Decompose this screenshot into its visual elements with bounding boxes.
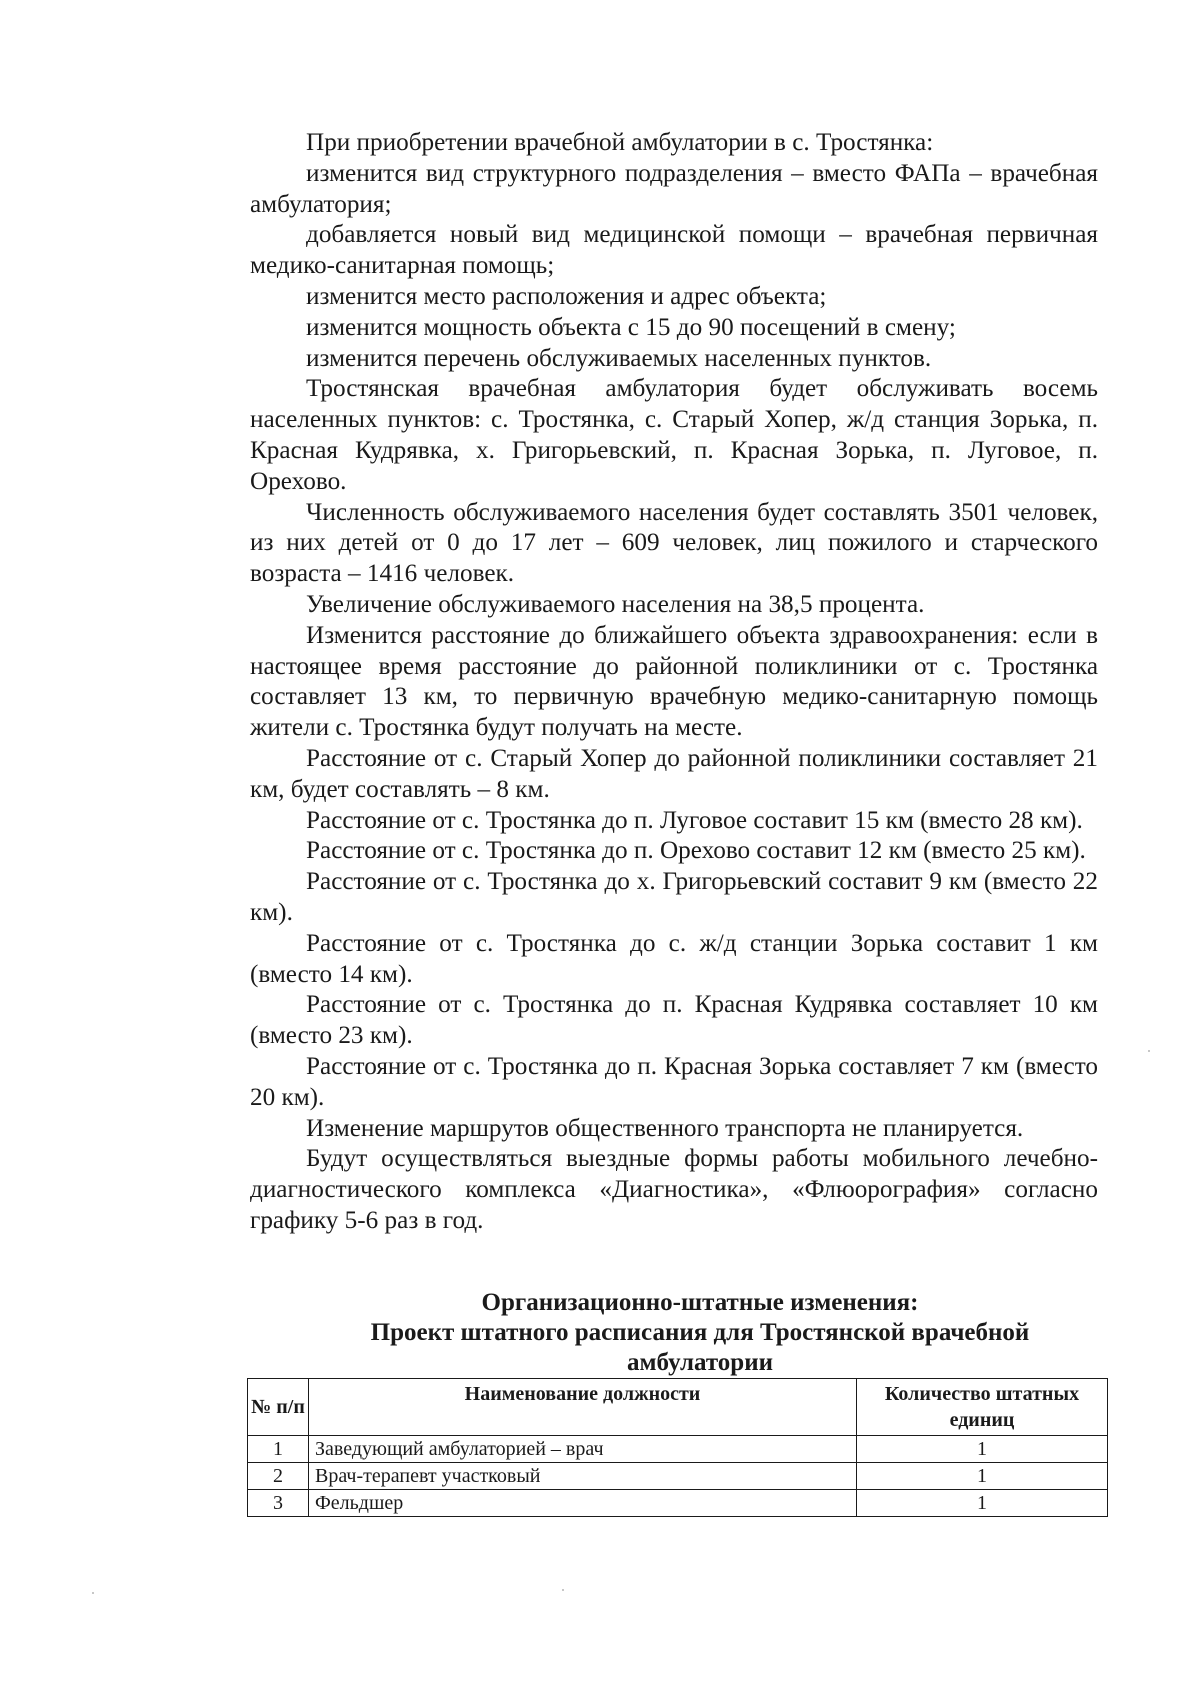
header-num: № п/п [248, 1379, 309, 1436]
table-row [248, 1436, 1108, 1463]
paragraph: Расстояние от с. Тростянка до п. Орехово составит 12 км (вместо 25 км). [306, 837, 1086, 865]
paragraph: При приобретении врачебной амбулатории в с. Тростянка: [306, 129, 934, 156]
scan-speck [562, 1589, 564, 1591]
section-headings [250, 1288, 1150, 1378]
table-header-row [248, 1379, 1108, 1436]
header-count: Количество штатных единиц [857, 1379, 1108, 1436]
scan-speck [92, 1592, 94, 1594]
paragraph: добавляется новый вид медицинской помощи – врачебная первичная медико-санитарная помощь; [250, 221, 1098, 280]
row-num: 3 [248, 1490, 309, 1517]
paragraph: изменится перечень обслуживаемых населенных пунктов. [306, 344, 932, 372]
paragraph: изменится мощность объекта с 15 до 90 посещений в смену; [306, 313, 956, 341]
header-position: Наименование должности [309, 1379, 857, 1436]
scan-speck [1148, 1050, 1150, 1052]
paragraph: Изменение маршрутов общественного транспорта не планируется. [306, 1114, 1024, 1142]
section-subheading-continued: амбулатории [627, 1349, 773, 1376]
paragraph: Тростянская врачебная амбулатория будет обслуживать восемь населенных пунктов: с. Тростянка, с. Старый Хопер, ж/д станция Зорька, п. Красная Кудрявка, х. Григорьевский, п. Красная Зорька, п. Луговое, п. Орехово. [250, 375, 1098, 495]
paragraph: Увеличение обслуживаемого населения на 38,5 процента. [306, 590, 925, 618]
staff-table [247, 1378, 1108, 1517]
body-text [250, 128, 1098, 1237]
paragraph: Будут осуществляться выездные формы работы мобильного лечебно-диагностического комплекса «Диагностика», «Флюорография» согласно графику 5-6 раз в год. [250, 1145, 1098, 1234]
row-position: Врач-терапевт участковый [309, 1463, 857, 1490]
row-count: 1 [857, 1436, 1108, 1463]
section-heading: Организационно-штатные изменения: [481, 1289, 919, 1316]
row-num: 1 [248, 1436, 309, 1463]
section-subheading: Проект штатного расписания для Тростянской врачебной [370, 1319, 1030, 1346]
row-num: 2 [248, 1463, 309, 1490]
row-position: Фельдшер [309, 1490, 857, 1517]
paragraph: изменится место расположения и адрес объекта; [306, 282, 827, 310]
paragraph: Изменится расстояние до ближайшего объекта здравоохранения: если в настоящее время расстояние до районной поликлиники от с. Тростянка составляет 13 км, то первичную врачебную медико-санитарную помощь жители с. Тростянка будут получать на месте. [250, 621, 1098, 742]
row-count: 1 [857, 1463, 1108, 1490]
paragraph: Расстояние от с. Тростянка до п. Красная Кудрявка составляет 10 км (вместо 23 км). [250, 991, 1098, 1050]
row-count: 1 [857, 1490, 1108, 1517]
paragraph: Расстояние от с. Тростянка до х. Григорьевский составит 9 км (вместо 22 км). [250, 868, 1098, 926]
table-row [248, 1463, 1108, 1490]
paragraph: изменится вид структурного подразделения – вместо ФАПа – врачебная амбулатория; [250, 159, 1098, 218]
paragraph: Расстояние от с. Старый Хопер до районной поликлиники составляет 21 км, будет составлять – 8 км. [250, 744, 1098, 803]
paragraph: Расстояние от с. Тростянка до п. Луговое составит 15 км (вместо 28 км). [306, 806, 1083, 834]
table-row [248, 1490, 1108, 1517]
row-position: Заведующий амбулаторией – врач [309, 1436, 857, 1463]
paragraph: Расстояние от с. Тростянка до с. ж/д станции Зорька составит 1 км (вместо 14 км). [250, 929, 1098, 988]
paragraph: Расстояние от с. Тростянка до п. Красная Зорька составляет 7 км (вместо 20 км). [250, 1052, 1098, 1111]
paragraph: Численность обслуживаемого населения будет составлять 3501 человек, из них детей от 0 до 17 лет – 609 человек, лиц пожилого и старческого возраста – 1416 человек. [250, 498, 1098, 588]
